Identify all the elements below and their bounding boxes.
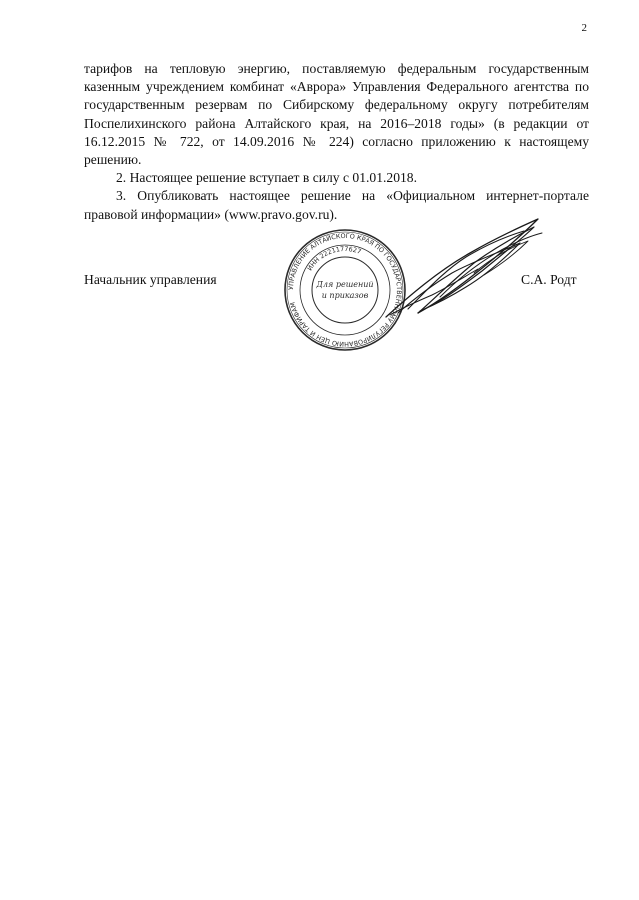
page-number: 2 xyxy=(581,22,587,34)
stamp-outer-text: УПРАВЛЕНИЕ АЛТАЙСКОГО КРАЯ ПО ГОСУДАРСТВЕННОМУ РЕГУЛИРОВАНИЮ ЦЕН И ТАРИФАМ xyxy=(286,231,404,349)
stamp-inn-text: ИНН 2221177627 xyxy=(305,244,363,273)
paragraph-continuation: тарифов на тепловую энергию, поставляемую федеральным государственным казенным учреждением комбинат «Аврора» Управления Федерального агентства по государственным резервам по Сибирскому федеральному округу потребителям Поспелихинского района Алтайского края, на 2016–2018 годы» (в редакции от 16.12.2015 № 722, от 14.09.2016 № 224) согласно приложению к настоящему решению. xyxy=(84,61,589,168)
signature-title: Начальник управления xyxy=(84,272,217,287)
signature-name: С.А. Родт xyxy=(521,272,577,287)
paragraph-publication: 3. Опубликовать настоящее решение на «Официальном интернет-портале правовой информации» (www.pravo.gov.ru). xyxy=(84,188,589,222)
paragraph-effective-date: 2. Настоящее решение вступает в силу с 01.01.2018. xyxy=(116,170,417,186)
stamp-center-line-1: Для решений xyxy=(316,280,374,289)
body-text xyxy=(84,60,589,224)
stamp-center-line-2: и приказов xyxy=(321,291,369,300)
handwritten-signature xyxy=(378,213,548,325)
